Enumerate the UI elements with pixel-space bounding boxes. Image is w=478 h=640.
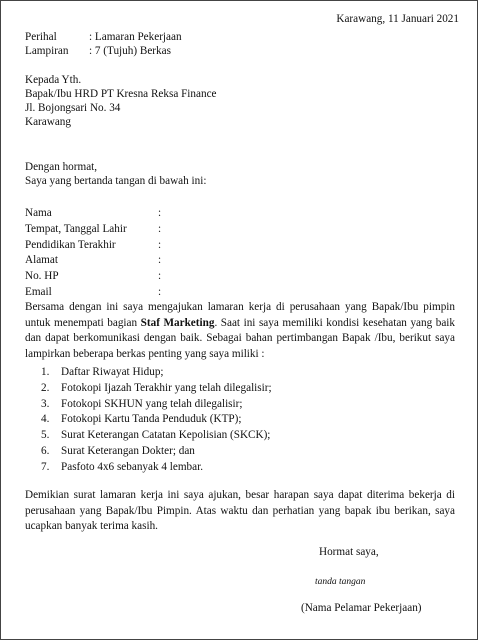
- identity-row: [25, 285, 161, 301]
- list-text: Fotokopi Kartu Tanda Penduduk (KTP);: [61, 413, 242, 426]
- signature-mark: tanda tangan: [315, 577, 366, 587]
- identity-separator: :: [158, 238, 162, 251]
- meta-row-attachment: [25, 44, 325, 58]
- list-number: 6.: [41, 444, 50, 457]
- list-item: [41, 460, 272, 476]
- list-number: 2.: [41, 381, 50, 394]
- identity-separator: :: [158, 222, 162, 235]
- identity-table: [25, 206, 161, 301]
- recipient-line: Jl. Bojongsari No. 34: [25, 102, 121, 114]
- intro-line: Saya yang bertanda tangan di bawah ini:: [25, 175, 207, 187]
- list-item: [41, 412, 272, 428]
- list-text: Surat Keterangan Dokter; dan: [61, 444, 195, 457]
- list-number: 1.: [41, 366, 50, 378]
- identity-label: Alamat: [25, 254, 58, 267]
- list-text: Daftar Riwayat Hidup;: [61, 366, 164, 378]
- list-number: 7.: [41, 460, 50, 473]
- list-text: Pasfoto 4x6 sebanyak 4 lembar.: [61, 460, 203, 473]
- place-date: Karawang, 11 Januari 2021: [336, 13, 459, 25]
- identity-row: [25, 206, 161, 222]
- identity-label: Nama: [25, 207, 52, 219]
- identity-label: Tempat, Tanggal Lahir: [25, 222, 127, 235]
- list-text: Surat Keterangan Catatan Kepolisian (SKCK);: [61, 429, 271, 442]
- list-item: [41, 444, 272, 460]
- signature-closing: Hormat saya,: [319, 546, 379, 558]
- meta-key: Lampiran: [25, 45, 69, 57]
- list-item: [41, 397, 272, 413]
- recipient-line: Bapak/Ibu HRD PT Kresna Reksa Finance: [25, 88, 217, 100]
- list-number: 5.: [41, 429, 50, 442]
- identity-separator: :: [158, 254, 162, 267]
- identity-row: [25, 253, 161, 269]
- signature-name: (Nama Pelamar Pekerjaan): [301, 602, 422, 614]
- list-item: [41, 365, 272, 381]
- meta-row-subject: [25, 30, 325, 44]
- list-item: [41, 428, 272, 444]
- meta-key: Perihal: [25, 31, 57, 43]
- recipient-block: [25, 73, 217, 129]
- body-text-part2: . Saat ini saya memiliki kondisi kesehatan yang baik dan dapat berkomunikasi dengan baik. Sebagai bahan pertimbangan Bapak /Ibu, berikut saya lampirkan beberapa berkas penting yang saya miliki :: [25, 316, 456, 360]
- meta-value: : Lamaran Pekerjaan: [89, 31, 182, 43]
- body-text-part1: Bersama dengan ini saya mengajukan lamaran kerja di perusahaan yang Bapak/Ibu pimpin untuk menempati bagian: [25, 301, 455, 329]
- recipient-line: Kepada Yth.: [25, 74, 82, 86]
- closing-paragraph: [25, 488, 455, 535]
- identity-label: Pendidikan Terakhir: [25, 238, 116, 251]
- meta-value: : 7 (Tujuh) Berkas: [89, 45, 171, 57]
- attachment-list: [41, 365, 272, 476]
- list-text: Fotokopi SKHUN yang telah dilegalisir;: [61, 397, 243, 410]
- identity-label: No. HP: [25, 270, 59, 283]
- identity-separator: :: [158, 207, 162, 219]
- body-paragraph: [25, 300, 455, 362]
- closing-text: Demikian surat lamaran kerja ini saya ajukan, besar harapan saya dapat diterima bekerja di perusahaan yang Bapak/Ibu Pimpin. Atas waktu dan perhatian yang bapak ibu berikan, saya ucapkan banyak terima kasih.: [25, 489, 455, 532]
- position-name: Staf Marketing: [140, 316, 215, 329]
- list-number: 4.: [41, 413, 50, 426]
- identity-row: [25, 269, 161, 285]
- identity-separator: :: [158, 270, 162, 283]
- greeting-block: [25, 160, 206, 188]
- identity-row: [25, 222, 161, 238]
- greeting: Dengan hormat,: [25, 161, 98, 173]
- identity-row: [25, 238, 161, 254]
- recipient-line: Karawang: [25, 116, 71, 128]
- identity-label: Email: [25, 285, 52, 298]
- identity-separator: :: [158, 285, 162, 298]
- list-item: [41, 381, 272, 397]
- list-number: 3.: [41, 397, 50, 410]
- list-text: Fotokopi Ijazah Terakhir yang telah dilegalisir;: [61, 381, 272, 394]
